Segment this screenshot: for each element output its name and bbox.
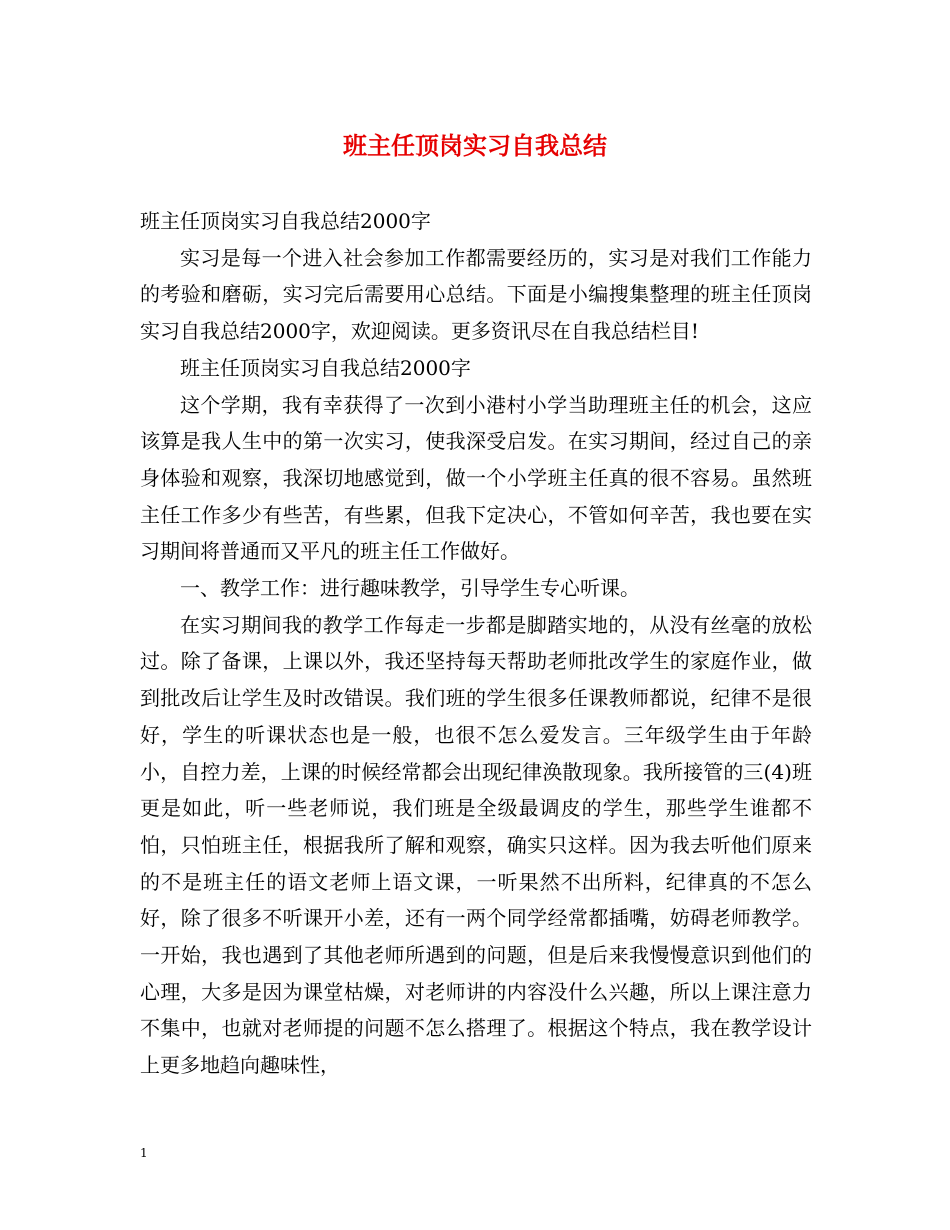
document-body xyxy=(140,203,812,1084)
subtitle-paragraph: 班主任顶岗实习自我总结2000字 xyxy=(140,209,431,233)
body-paragraph: 在实习期间我的教学工作每走一步都是脚踏实地的，从没有丝毫的放松过。除了备课，上课以外，我还坚持每天帮助老师批改学生的家庭作业，做到批改后让学生及时改错误。我们班的学生很多任课教师都说，纪律不是很好，学生的听课状态也是一般，也很不怎么爱发言。三年级学生由于年龄小，自控力差，上课的时候经常都会出现纪律涣散现象。我所接管的三(4)班更是如此，听一些老师说，我们班是全级最调皮的学生，那些学生谁都不怕，只怕班主任，根据我所了解和观察，确实只这样。因为我去听他们原来的不是班主任的语文老师上语文课，一听果然不出所料，纪律真的不怎么好，除了很多不听课开小差，还有一两个同学经常都插嘴，妨碍老师教学。一开始，我也遇到了其他老师所遇到的问题，但是后来我慢慢意识到他们的心理，大多是因为课堂枯燥，对老师讲的内容没什么兴趣，所以上课注意力不集中，也就对老师提的问题不怎么搭理了。根据这个特点，我在教学设计上更多地趋向趣味性， xyxy=(140,612,812,1078)
page-number: 1 xyxy=(140,1146,148,1160)
section-heading-teaching: 一、教学工作：进行趣味教学，引导学生专心听课。 xyxy=(180,576,640,601)
document-title: 班主任顶岗实习自我总结 xyxy=(343,131,607,160)
body-paragraph: 这个学期，我有幸获得了一次到小港村小学当助理班主任的机会，这应该算是我人生中的第一次实习，使我深受启发。在实习期间，经过自己的亲身体验和观察，我深切地感觉到，做一个小学班主任真的很不容易。虽然班主任工作多少有些苦，有些累，但我下定决心，不管如何辛苦，我也要在实习期间将普通而又平凡的班主任工作做好。 xyxy=(140,392,812,564)
section-heading-paragraph: 班主任顶岗实习自我总结2000字 xyxy=(180,355,471,380)
intro-paragraph: 实习是每一个进入社会参加工作都需要经历的，实习是对我们工作能力的考验和磨砺，实习完后需要用心总结。下面是小编搜集整理的班主任顶岗实习自我总结2000字，欢迎阅读。更多资讯尽在自我总结栏目! xyxy=(140,245,812,344)
